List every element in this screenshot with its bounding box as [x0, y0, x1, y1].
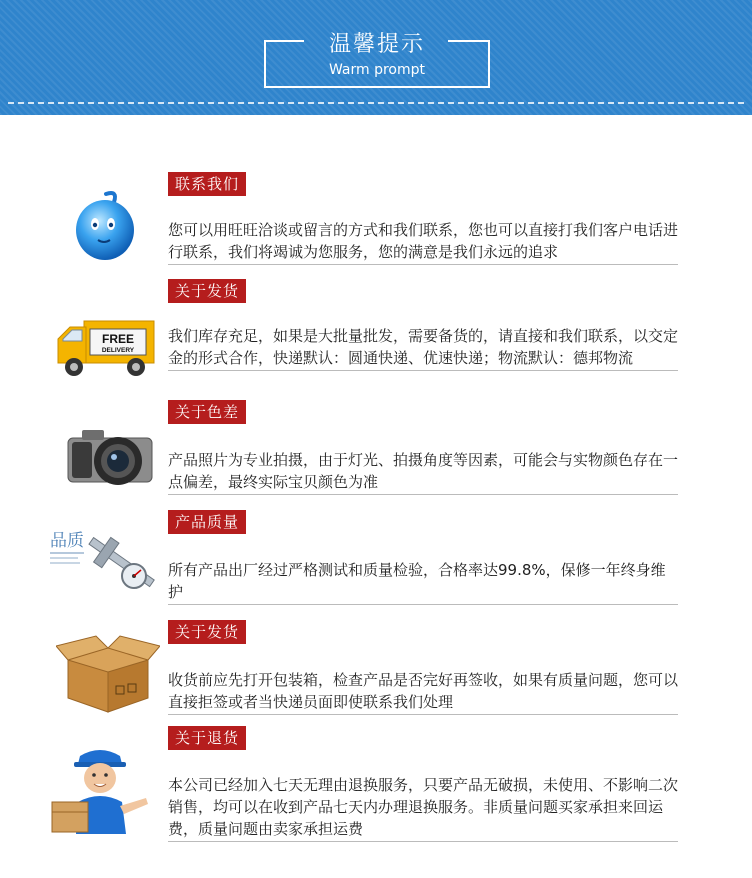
section-text: 我们库存充足，如果是大批量批发，需要备货的，请直接和我们联系，以交定金的形式合作，快递默认：圆通快递、优速快递；物流默认：德邦物流: [168, 325, 678, 371]
delivery-man-icon: [50, 746, 162, 854]
section-tag: 产品质量: [168, 510, 246, 534]
section-tag: 关于色差: [168, 400, 246, 424]
cardboard-box-icon: [56, 630, 168, 710]
truck-free-text: FREE: [101, 332, 135, 346]
page-title: 温馨提示: [328, 32, 425, 57]
section-text: 本公司已经加入七天无理由退换服务，只要产品无破损，未使用、不影响二次销售，均可以在收到产品七天内办理退换服务。非质量问题买家承担来回运费，质量问题由卖家承担运费: [168, 774, 678, 842]
section-text: 您可以用旺旺洽谈或留言的方式和我们联系，您也可以直接打我们客户电话进行联系，我们将竭诚为您服务，您的满意是我们永远的追求: [168, 219, 678, 265]
quality-label-text: 品质: [50, 531, 84, 551]
section-tag: 关于发货: [168, 279, 246, 303]
section-tag: 联系我们: [168, 172, 246, 196]
caliper-quality-icon: [48, 526, 160, 606]
section-tag: 关于发货: [168, 620, 246, 644]
section-tag: 关于退货: [168, 726, 246, 750]
camera-icon: [62, 424, 174, 504]
truck-delivery-text: DELIVERY: [101, 347, 135, 354]
page-subtitle: Warm prompt: [328, 62, 426, 78]
section-text: 产品照片为专业拍摄，由于灯光、拍摄角度等因素，可能会与实物颜色存在一点偏差，最终实际宝贝颜色为准: [168, 449, 678, 495]
section-text: 收货前应先打开包装箱，检查产品是否完好再签收，如果有质量问题，您可以直接拒签或者当快递员面即使联系我们处理: [168, 669, 678, 715]
banner-dashed-line: [8, 102, 744, 104]
section-text: 所有产品出厂经过严格测试和质量检验，合格率达99.8%，保修一年终身维护: [168, 559, 678, 605]
free-delivery-truck-icon: [54, 315, 166, 395]
wangwang-chat-icon: [48, 188, 160, 268]
